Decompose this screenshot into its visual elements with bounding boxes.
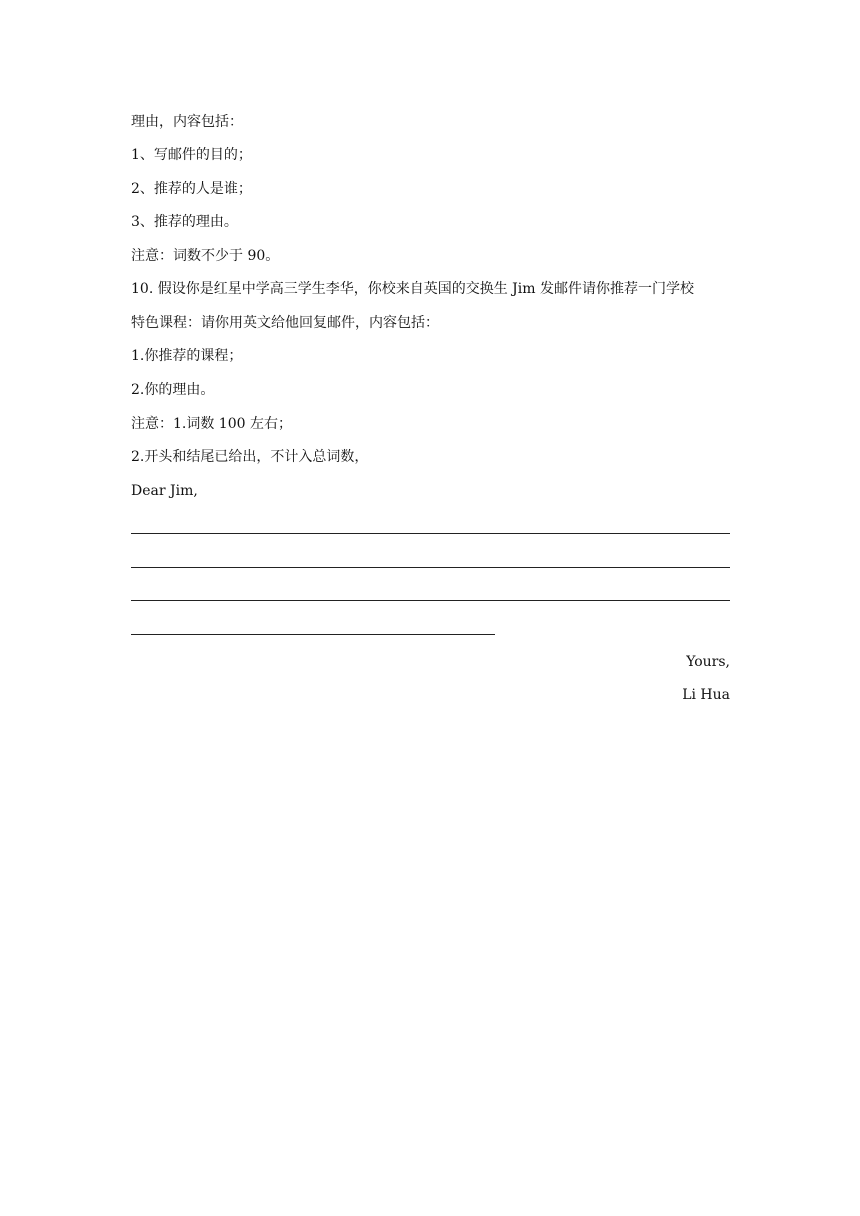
salutation: Dear Jim,: [131, 483, 198, 499]
question-10-line-1: 10. 假设你是红星中学高三学生李华，你校来自英国的交换生 Jim 发邮件请你推荐一门学校: [131, 281, 694, 297]
text-line-3: 2、推荐的人是谁；: [131, 181, 252, 197]
text-line-10: 注意：1.词数 100 左右；: [131, 416, 292, 432]
text-line-4: 3、推荐的理由。: [131, 214, 238, 230]
writing-blank-line[interactable]: [131, 533, 730, 534]
text-line-8: 1.你推荐的课程；: [131, 348, 243, 364]
writing-blank-line[interactable]: [131, 634, 495, 635]
writing-blank-line[interactable]: [131, 567, 730, 568]
text-line-11: 2.开头和结尾已给出，不计入总词数，: [131, 449, 369, 465]
signature-name: Li Hua: [682, 687, 730, 703]
text-line-9: 2.你的理由。: [131, 382, 215, 398]
text-line-5: 注意：词数不少于 90。: [131, 248, 280, 264]
text-line-1: 理由，内容包括：: [131, 114, 243, 130]
question-10-line-2: 特色课程：请你用英文给他回复邮件，内容包括：: [131, 315, 439, 331]
sign-off: Yours,: [686, 654, 730, 670]
writing-blank-line[interactable]: [131, 600, 730, 601]
text-line-2: 1、写邮件的目的；: [131, 147, 252, 163]
